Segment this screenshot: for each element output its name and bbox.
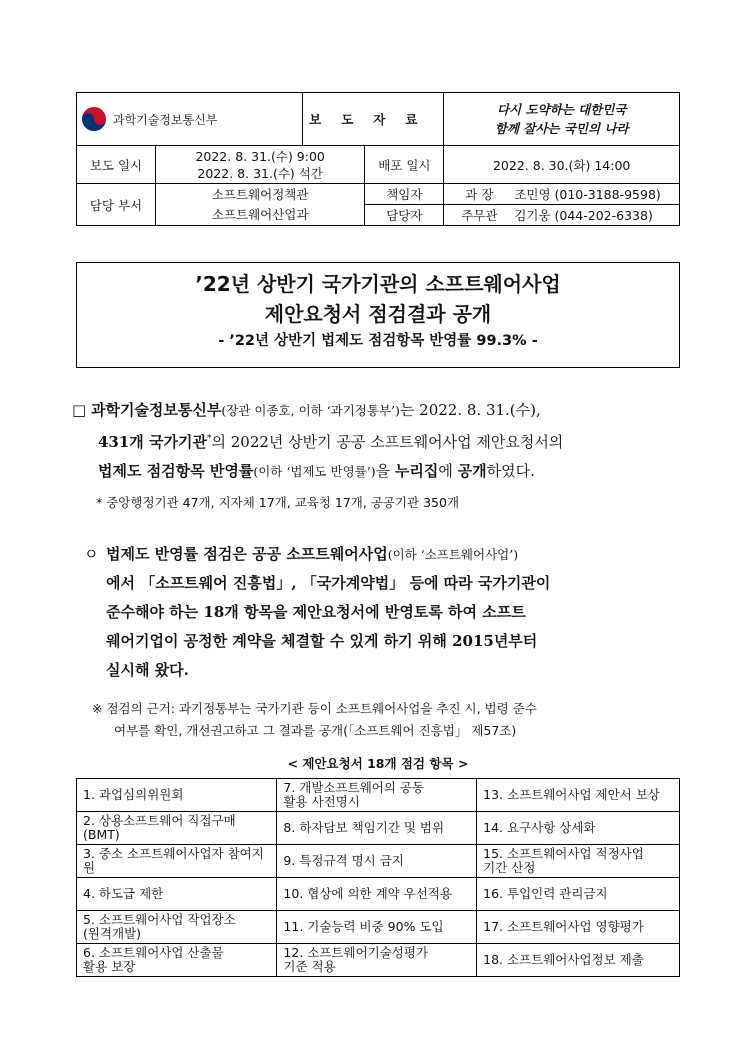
report-date-value: [156, 146, 365, 184]
dept-1: 소프트웨어정책관: [211, 186, 309, 202]
check-item: 8. 하자담보 책임기간 및 범위: [277, 812, 477, 845]
distribute-date-label: 배포 일시: [365, 146, 444, 184]
staff-label: 담당자: [365, 205, 444, 226]
report-date-1: 2022. 8. 31.(수) 9:00: [195, 148, 325, 164]
check-item: 17. 소프트웨어사업 영향평가: [477, 911, 680, 944]
square-bullet: □: [72, 401, 87, 419]
check-item: 15. 소프트웨어사업 적정사업 기간 산정: [477, 845, 680, 878]
check-item: 14. 요구사항 상세화: [477, 812, 680, 845]
press-header-table: [76, 92, 680, 226]
check-item: 11. 기술능력 비중 90% 도입: [277, 911, 477, 944]
check-item: 18. 소프트웨어사업정보 제출: [477, 944, 680, 977]
footnote-mark: *: [206, 434, 212, 444]
check-item: 4. 하도급 제한: [77, 878, 277, 911]
dept-2: 소프트웨어산업과: [211, 206, 309, 222]
paragraph-2-line4: 웨어기업이 공정한 계약을 체결할 수 있게 하기 위해 2015년부터: [106, 632, 538, 650]
press-release-title: 보도자료: [303, 93, 444, 146]
staff-contact: [444, 205, 680, 226]
paragraph-2-line2: 에서 「소프트웨어 진흥법」, 「국가계약법」 등에 따라 국가기관이: [106, 574, 551, 592]
p1-date: 는 2022. 8. 31.(수),: [399, 401, 541, 419]
responsible-label: 책임자: [365, 184, 444, 205]
agency-count: 431개 국가기관: [98, 433, 207, 451]
responsible-name: 조민영 (010-3188-9598): [514, 187, 661, 202]
staff-name: 김기웅 (044-202-6338): [514, 208, 653, 223]
reflection-rate: 법제도 점검항목 반영률: [98, 462, 254, 480]
legal-basis-note: [92, 698, 692, 742]
paragraph-2-line5: 실시해 왔다.: [106, 661, 189, 679]
taegeuk-logo-icon: [81, 106, 107, 132]
p1-particle: 을: [375, 462, 395, 480]
check-item: 3. 중소 소프트웨어사업자 참여지원: [77, 845, 277, 878]
slogan-line2: 함께 잘사는 국민의 나라: [494, 121, 629, 136]
check-item: 2. 상용소프트웨어 직접구매(BMT): [77, 812, 277, 845]
responsible-contact: [444, 184, 680, 205]
ministry-name: 과학기술정보통신부: [113, 112, 218, 127]
check-item: 9. 특정규격 명시 금지: [277, 845, 477, 878]
check-item: 5. 소프트웨어사업 작업장소 (원격개발): [77, 911, 277, 944]
p1-particle2: 에: [438, 462, 458, 480]
slogan-line1: 다시 도약하는 대한민국: [496, 102, 627, 117]
note-line1: ※ 점검의 근거: 과기정통부는 국가기관 등이 소프트웨어사업을 추진 시, 법령 준수: [92, 701, 537, 716]
minister-note: (장관 이종호, 이하 ‘과기정통부’): [221, 403, 400, 418]
check-item: 10. 협상에 의한 계약 우선적용: [277, 878, 477, 911]
items-row: [77, 911, 680, 944]
check-item: 1. 과업심의위원회: [77, 779, 277, 812]
check-item: 12. 소프트웨어기술성평가 기준 적용: [277, 944, 477, 977]
items-row: [77, 944, 680, 977]
check-item: 13. 소프트웨어사업 제안서 보상: [477, 779, 680, 812]
dept-label: 담당 부서: [77, 184, 156, 226]
items-row: [77, 779, 680, 812]
paragraph-1-line3: [72, 457, 682, 486]
check-item: 6. 소프트웨어사업 산출물 활용 보장: [77, 944, 277, 977]
logo-cell: [77, 93, 303, 146]
items-row: [77, 812, 680, 845]
items-row: [77, 845, 680, 878]
responsible-title: 과 장: [465, 187, 494, 202]
ministry-ref: 과학기술정보통신부: [90, 401, 222, 419]
headline-line2: 제안요청서 점검결과 공개: [264, 302, 492, 326]
p2-line1a: 법제도 반영률 점검은 공공 소프트웨어사업: [106, 545, 388, 563]
report-date-2: 2022. 8. 31.(수) 석간: [197, 165, 323, 181]
paragraph-2-line3: 준수해야 하는 18개 항목을 제안요청서에 반영토록 하여 소프트: [106, 603, 526, 621]
report-date-label: 보도 일시: [77, 146, 156, 184]
distribute-date-value: 2022. 8. 30.(화) 14:00: [444, 146, 680, 184]
p2-line1b: (이하 ‘소프트웨어사업’): [387, 547, 519, 562]
paragraph-2: [84, 540, 684, 685]
items-table-title: < 제안요청서 18개 점검 항목 >: [287, 756, 469, 771]
staff-title: 주무관: [461, 208, 498, 223]
headline-subtitle: - ’22년 상반기 법제도 점검항목 반영률 99.3% -: [218, 333, 538, 349]
paragraph-2-line1: [84, 540, 684, 569]
paragraph-1-line2: [72, 425, 682, 457]
check-items-table: [76, 778, 680, 977]
dept-value: [156, 184, 365, 226]
items-row: [77, 878, 680, 911]
headline-line1: ’22년 상반기 국가기관의 소프트웨어사업: [195, 272, 561, 296]
paragraph-1-line1: [72, 396, 682, 425]
p1-end: 하였다.: [486, 462, 535, 480]
rate-note: (이하 ‘법제도 반영률’): [253, 464, 376, 479]
paragraph-1: [72, 396, 682, 486]
slogan: [444, 93, 680, 146]
check-item: 7. 개발소프트웨어의 공동 활용 사전명시: [277, 779, 477, 812]
website-ref: 누리집: [394, 462, 439, 480]
headline-box: [76, 262, 680, 368]
p1-text: 의 2022년 상반기 공공 소프트웨어사업 제안요청서의: [211, 433, 564, 451]
footnote: * 중앙행정기관 47개, 지자체 17개, 교육청 17개, 공공기관 350개: [96, 495, 460, 510]
circle-bullet: ㅇ: [84, 545, 99, 563]
disclose-word: 공개: [457, 462, 487, 480]
note-line2: 여부를 확인, 개선권고하고 그 결과를 공개(「소프트웨어 진흥법」 제57조): [114, 723, 517, 738]
check-item: 16. 투입인력 관리금지: [477, 878, 680, 911]
